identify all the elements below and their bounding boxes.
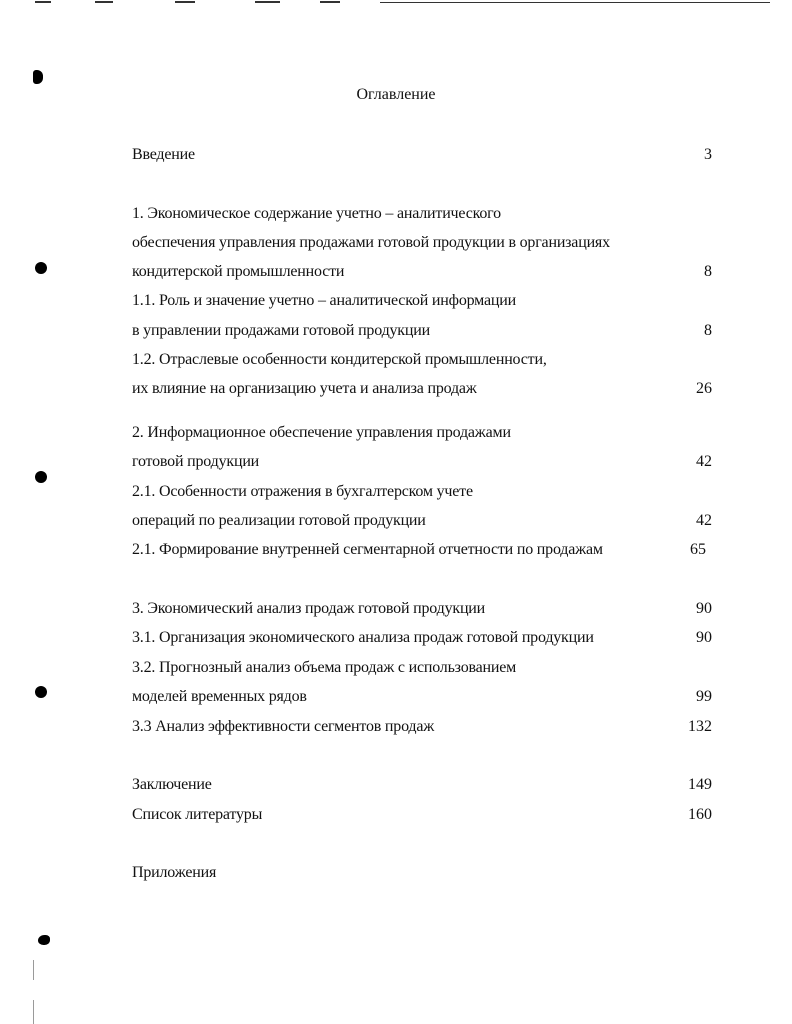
toc-page-number: 8 [704, 322, 712, 339]
toc-entry-appendices: Приложения [132, 864, 217, 881]
toc-page-number: 132 [688, 718, 712, 735]
toc-page-number: 90 [696, 629, 712, 646]
toc-entry-section-3-3: 3.3 Анализ эффективности сегментов продаж [132, 718, 435, 735]
punch-hole-mark [33, 70, 43, 84]
toc-entry-bibliography: Список литературы [132, 806, 263, 823]
toc-entry-chapter-2: 2. Информационное обеспечение управления продажами [132, 424, 511, 441]
toc-page-number: 8 [704, 263, 712, 280]
toc-entry-chapter-3: 3. Экономический анализ продаж готовой продукции [132, 600, 486, 617]
punch-hole [35, 471, 47, 483]
toc-entry-section-3-2: 3.2. Прогнозный анализ объема продаж с использованием [132, 659, 517, 676]
toc-entry-conclusion: Заключение [132, 776, 212, 793]
toc-entry-introduction: Введение [132, 146, 195, 163]
toc-page-number: 65 [690, 541, 706, 558]
toc-entry-section-3-2-cont: моделей временных рядов [132, 688, 307, 705]
toc-entry-section-2-2: 2.1. Формирование внутренней сегментарной отчетности по продажам [132, 541, 603, 558]
toc-entry-section-3-1: 3.1. Организация экономического анализа продаж готовой продукции [132, 629, 594, 646]
punch-hole [35, 686, 47, 698]
toc-entry-chapter-1: 1. Экономическое содержание учетно – аналитического [132, 205, 501, 222]
scan-edge-line [33, 960, 34, 980]
toc-page-number: 160 [688, 806, 712, 823]
toc-entry-section-1-2-cont: их влияние на организацию учета и анализа продаж [132, 380, 477, 397]
toc-page-number: 90 [696, 600, 712, 617]
toc-entry-chapter-1-cont: кондитерской промышленности [132, 263, 345, 280]
toc-title: Оглавление [356, 86, 436, 103]
punch-hole-mark [38, 935, 50, 945]
toc-entry-chapter-2-cont: готовой продукции [132, 453, 260, 470]
toc-page-number: 3 [704, 146, 712, 163]
toc-page-number: 42 [696, 512, 712, 529]
toc-entry-section-1-2: 1.2. Отраслевые особенности кондитерской промышленности, [132, 351, 547, 368]
toc-entry-chapter-1-cont: обеспечения управления продажами готовой продукции в организациях [132, 234, 610, 251]
toc-page-number: 42 [696, 453, 712, 470]
scan-edge-line [33, 1000, 34, 1024]
toc-page-number: 26 [696, 380, 712, 397]
toc-entry-section-2-1-cont: операций по реализации готовой продукции [132, 512, 426, 529]
toc-entry-section-2-1: 2.1. Особенности отражения в бухгалтерском учете [132, 483, 473, 500]
punch-hole [35, 262, 47, 274]
toc-entry-section-1-1: 1.1. Роль и значение учетно – аналитической информации [132, 292, 516, 309]
toc-entry-section-1-1-cont: в управлении продажами готовой продукции [132, 322, 430, 339]
toc-page-number: 149 [688, 776, 712, 793]
toc-page-number: 99 [696, 688, 712, 705]
scan-top-edge [0, 0, 792, 6]
